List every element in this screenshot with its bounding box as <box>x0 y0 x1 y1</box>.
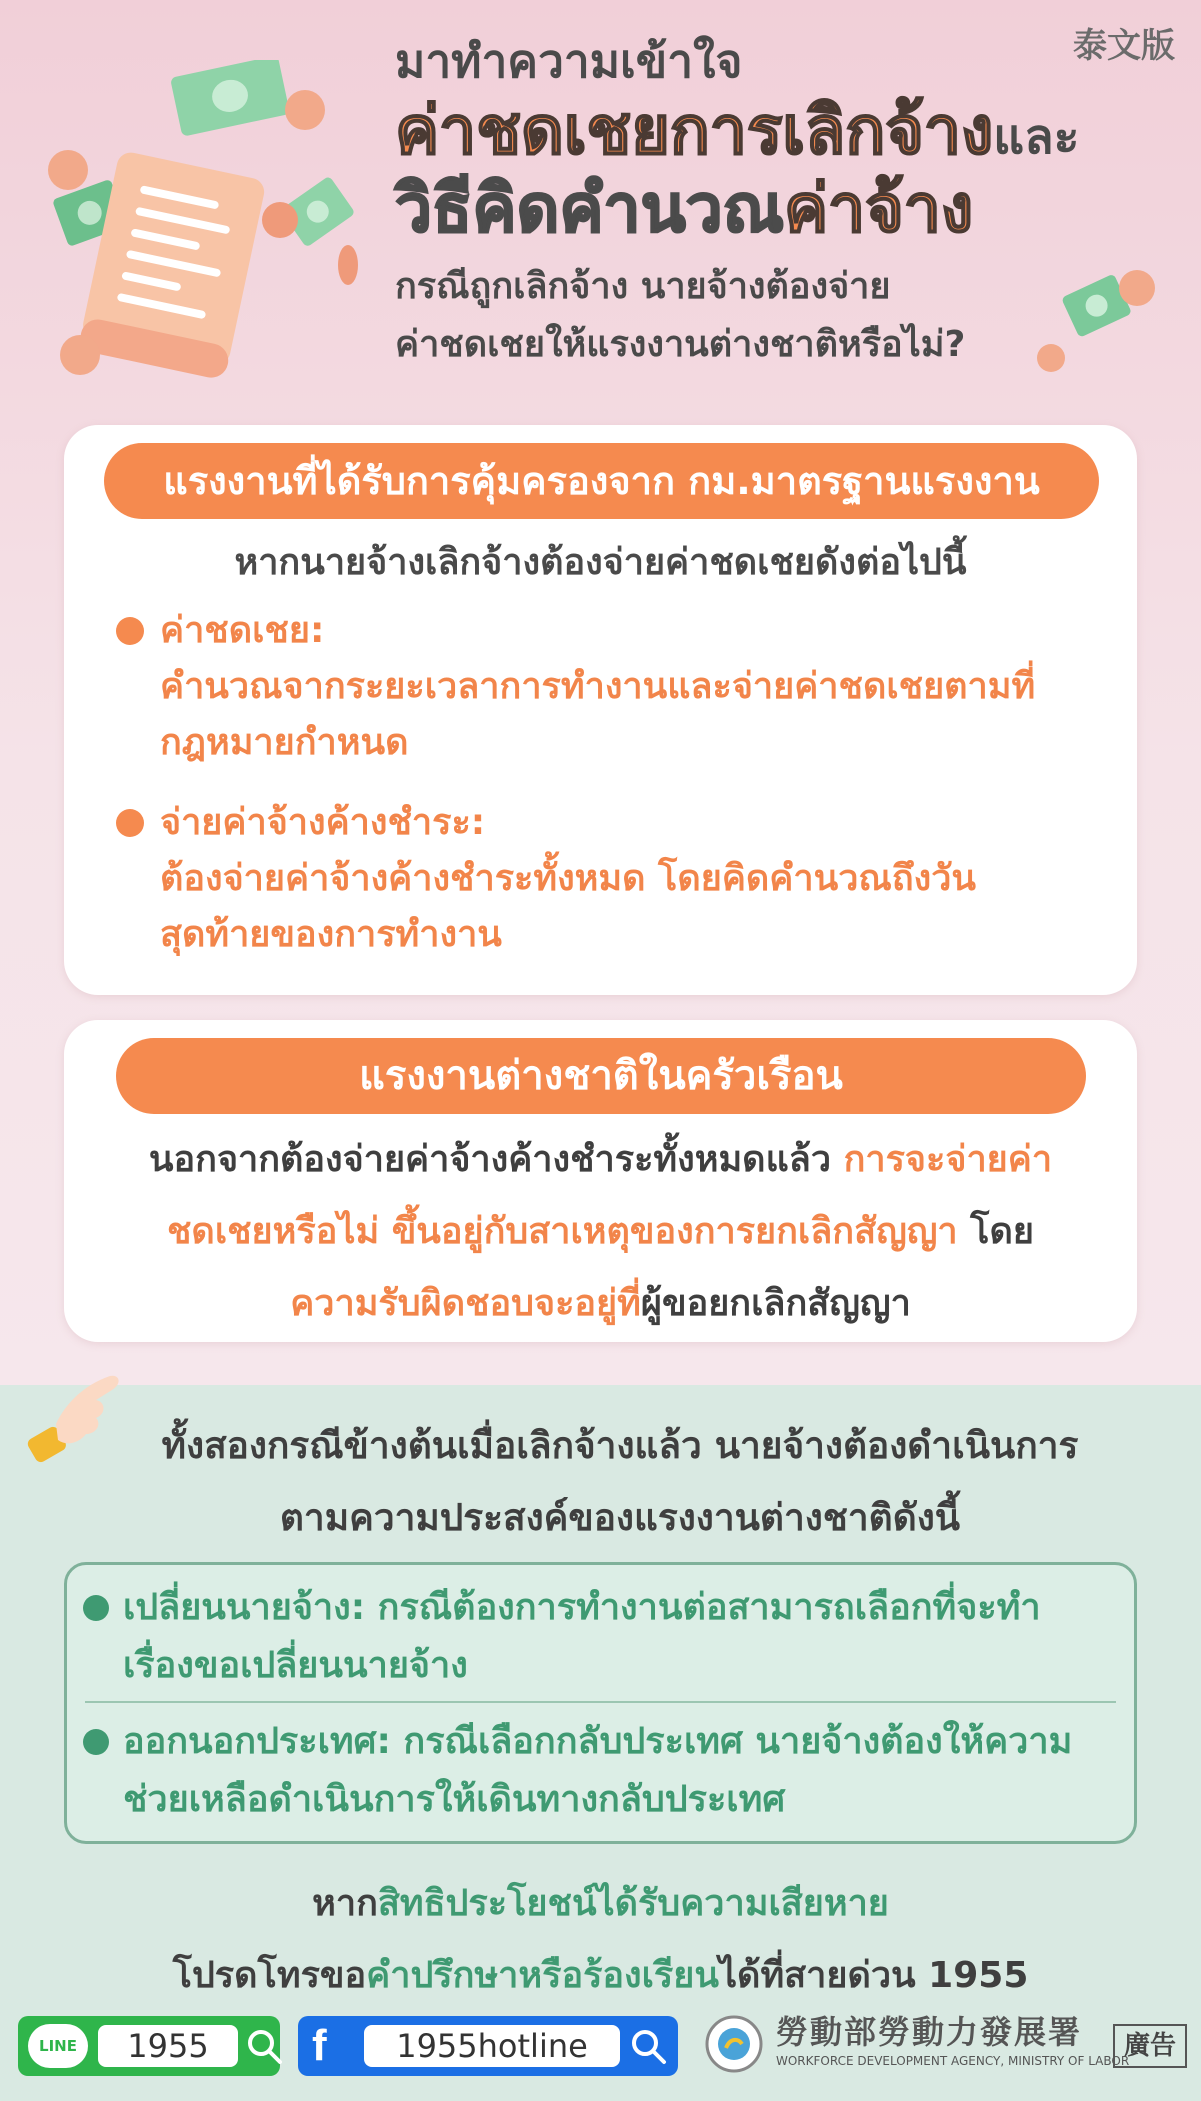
facebook-id-field: 1955hotline <box>364 2025 620 2067</box>
pointing-hand-icon <box>26 1362 126 1472</box>
line-logo-icon: LINE <box>28 2024 88 2068</box>
facebook-logo-icon: f <box>312 2021 327 2070</box>
text-segment: โดย <box>957 1211 1034 1252</box>
text-highlight: คำปรึกษาหรือร้องเรียน <box>366 1955 719 1996</box>
option-line: ช่วยเหลือดำเนินการให้เดินทางกลับประเทศ <box>123 1779 786 1820</box>
bullet-dot <box>116 809 144 837</box>
list-item-change-employer <box>83 1579 1123 1695</box>
coin-icon <box>48 150 88 190</box>
agency-name-english: WORKFORCE DEVELOPMENT AGENCY, MINISTRY OF LABOR <box>776 2054 1130 2068</box>
title-calc-method: วิธีคิดคำนวณ <box>395 170 784 247</box>
help-line2 <box>0 1940 1201 2012</box>
coin-icon <box>60 335 100 375</box>
title-block <box>395 30 1155 374</box>
item-label: จ่ายค่าจ้างค้างชำระ: <box>160 802 486 843</box>
both-cases-line2: ตามความประสงค์ของแรงงานต่างชาติดังนี้ <box>279 1496 961 1539</box>
banknote-icon <box>170 60 290 137</box>
employer-actions-box <box>64 1562 1137 1844</box>
option-line: เปลี่ยนนายจ้าง: กรณีต้องการทำงานต่อสามารถเลือกที่จะทำ <box>123 1587 1041 1628</box>
footer <box>0 2010 1201 2101</box>
divider <box>85 1701 1116 1703</box>
option-line: เรื่องขอเปลี่ยนนายจ้าง <box>123 1645 468 1686</box>
text-segment: ผู้ขอยกเลิกสัญญา <box>640 1283 911 1324</box>
bullet-dot <box>83 1595 109 1621</box>
list-item-severance <box>116 603 1116 771</box>
bullet-dot <box>116 617 144 645</box>
text-highlight: ความรับผิดชอบจะอยู่ที่ <box>290 1283 641 1324</box>
title-intro: มาทำความเข้าใจ <box>395 34 743 88</box>
title-subtitle <box>395 258 1155 374</box>
agency-emblem-icon <box>704 2014 764 2074</box>
bullet-dot <box>83 1729 109 1755</box>
item-text: สุดท้ายของการทำงาน <box>160 914 502 955</box>
text-highlight: การจะจ่ายค่า <box>843 1139 1053 1180</box>
text-segment: โปรดโทรขอ <box>172 1955 367 1996</box>
subtitle-line1: กรณีถูกเลิกจ้าง นายจ้างต้องจ่าย <box>395 266 891 307</box>
title-and: และ <box>993 109 1080 165</box>
text-segment: หาก <box>312 1883 378 1924</box>
line-id-field: 1955 <box>98 2025 238 2067</box>
title-main-line1 <box>395 92 1155 170</box>
list-item-unpaid-wages <box>116 795 1116 963</box>
agency-name-chinese: 勞動部勞動力發展署 <box>776 2013 1083 2051</box>
advertisement-tag: 廣告 <box>1113 2024 1187 2068</box>
text-highlight: สิทธิประโยชน์ได้รับความเสียหาย <box>377 1883 889 1924</box>
item-label: ค่าชดเชย: <box>160 610 325 651</box>
both-cases-text <box>120 1410 1120 1554</box>
both-cases-line1: ทั้งสองกรณีข้างต้นเมื่อเลิกจ้างแล้ว นายจ้างต้องดำเนินการ <box>161 1424 1079 1467</box>
text-highlight: ชดเชยหรือไม่ ขึ้นอยู่กับสาเหตุของการยกเลิกสัญญา <box>167 1211 958 1252</box>
search-icon <box>628 2026 668 2066</box>
title-main-line2 <box>395 170 1155 248</box>
item-text: คำนวณจากระยะเวลาการทำงานและจ่ายค่าชดเชยตามที่ <box>160 666 1036 707</box>
coin-icon <box>285 90 325 130</box>
text-segment: ได้ที่สายด่วน 1955 <box>718 1955 1029 1996</box>
subtitle-line2: ค่าชดเชยให้แรงงานต่างชาติหรือไม่? <box>395 324 966 365</box>
title-wages: ค่าจ้าง <box>783 170 974 247</box>
protected-workers-card <box>64 425 1137 995</box>
list-item-leave-country <box>83 1713 1123 1829</box>
facebook-search-button[interactable] <box>298 2016 678 2076</box>
item-text: กฎหมายกำหนด <box>160 722 409 763</box>
help-line1 <box>0 1868 1201 1940</box>
hotline-help-text <box>0 1868 1201 2012</box>
household-workers-heading: แรงงานต่างชาติในครัวเรือน <box>116 1038 1086 1114</box>
agency-name <box>776 2012 1130 2070</box>
household-workers-card <box>64 1020 1137 1342</box>
option-line: ออกนอกประเทศ: กรณีเลือกกลับประเทศ นายจ้างต้องให้ความ <box>123 1721 1073 1762</box>
protected-workers-lead: หากนายจ้างเลิกจ้างต้องจ่ายค่าชดเชยดังต่อไปนี้ <box>234 542 967 583</box>
language-tag: 泰文版 <box>1073 26 1175 66</box>
line-search-button[interactable] <box>18 2016 280 2076</box>
protected-workers-heading: แรงงานที่ได้รับการคุ้มครองจาก กม.มาตรฐานแรงงาน <box>104 443 1099 519</box>
coin-icon <box>262 202 298 238</box>
text-segment: นอกจากต้องจ่ายค่าจ้างค้างชำระทั้งหมดแล้ว <box>148 1139 844 1180</box>
household-workers-text <box>104 1124 1097 1340</box>
search-icon <box>244 2026 284 2066</box>
item-text: ต้องจ่ายค่าจ้างค้างชำระทั้งหมด โดยคิดคำนวณถึงวัน <box>160 858 977 899</box>
receipt-money-illustration <box>30 60 370 390</box>
coin-icon <box>338 245 358 285</box>
title-severance: ค่าชดเชยการเลิกจ้าง <box>395 92 994 169</box>
